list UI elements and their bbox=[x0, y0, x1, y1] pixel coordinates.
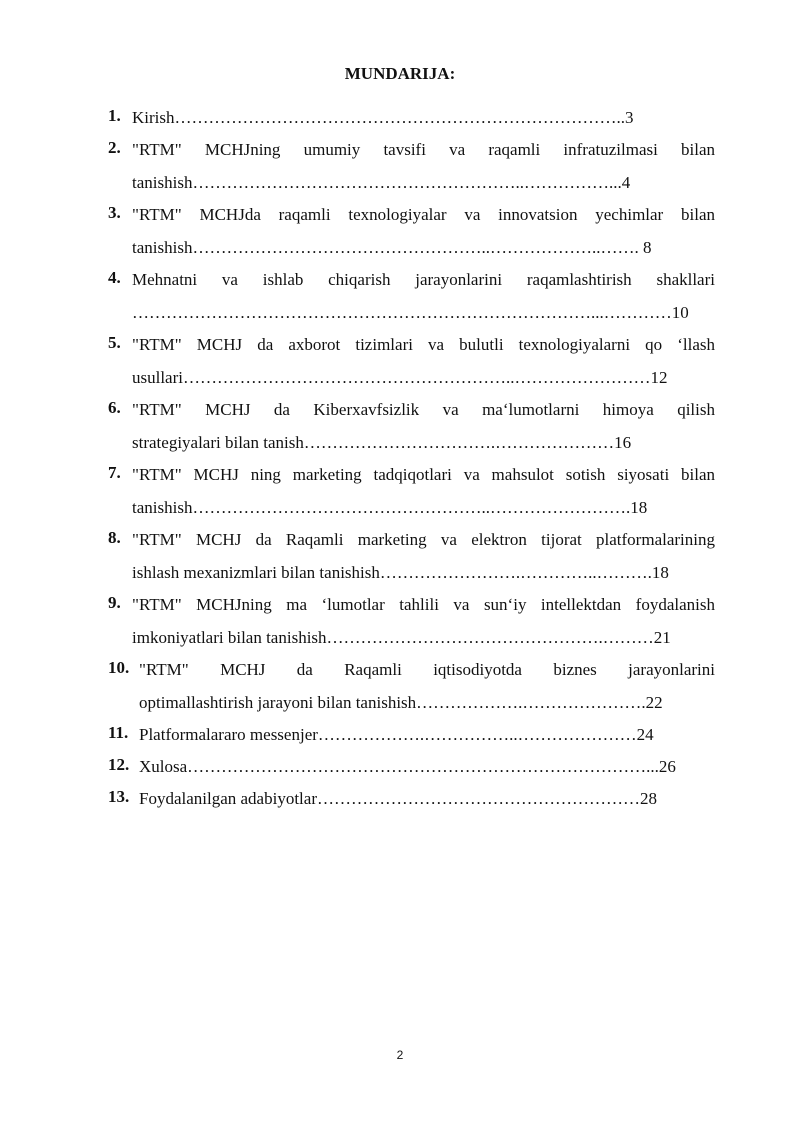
toc-entry-text: imkoniyatlari bilan tanishish………………………………………….………21 bbox=[132, 628, 671, 647]
toc-entry-text: usullari…………………………………………………..……………………12 bbox=[132, 368, 668, 387]
toc-entry-number: 4. bbox=[108, 268, 121, 287]
toc-entry-text: "RTM" MCHJ da Raqamli marketing va elektron tijorat platformalarining bbox=[132, 530, 715, 549]
toc-entry-1 bbox=[108, 106, 715, 138]
toc-entry-2 bbox=[108, 138, 715, 203]
toc-entry-text: Kirish……………………………………………………………………..3 bbox=[132, 108, 634, 127]
toc-entry-number: 3. bbox=[108, 203, 121, 222]
toc-entry-text: Xulosa………………………………………………………………………...26 bbox=[139, 757, 676, 776]
toc-entry-text: Mehnatni va ishlab chiqarish jarayonlarini raqamlashtirish shakllari bbox=[132, 270, 715, 289]
toc-entry-text: "RTM" MCHJ ning marketing tadqiqotlari va mahsulot sotish siyosati bilan bbox=[132, 465, 715, 484]
toc-entry-number: 7. bbox=[108, 463, 121, 482]
toc-entry-7 bbox=[108, 463, 715, 528]
toc-entry-text: ishlash mexanizmlari bilan tanishish…………………….…………..……….18 bbox=[132, 563, 669, 582]
toc-entry-text: "RTM" MCHJda raqamli texnologiyalar va innovatsion yechimlar bilan bbox=[132, 205, 715, 224]
toc-entry-text: "RTM" MCHJ da axborot tizimlari va bulutli texnologiyalarni qo ‘llash bbox=[132, 335, 715, 354]
toc-entry-text: "RTM" MCHJning umumiy tavsifi va raqamli infratuzilmasi bilan bbox=[132, 140, 715, 159]
toc-entry-text: optimallashtirish jarayoni bilan tanishish……………….………………….22 bbox=[139, 693, 663, 712]
toc-entry-number: 10. bbox=[108, 658, 130, 677]
toc-entry-12 bbox=[108, 755, 715, 787]
toc-entry-text: "RTM" MCHJ da Raqamli iqtisodiyotda biznes jarayonlarini bbox=[139, 660, 715, 679]
toc-entry-text: strategiyalari bilan tanish…………………………….…………………16 bbox=[132, 433, 632, 452]
toc-entry-3 bbox=[108, 203, 715, 268]
toc-entry-6 bbox=[108, 398, 715, 463]
toc-entry-11 bbox=[108, 723, 715, 755]
toc-entry-number: 1. bbox=[108, 106, 121, 125]
page-number: 2 bbox=[396, 1048, 404, 1062]
toc-entry-number: 6. bbox=[108, 398, 121, 417]
toc-entry-text: "RTM" MCHJning ma ‘lumotlar tahlili va sun‘iy intellektdan foydalanish bbox=[132, 595, 715, 614]
toc-entry-text: tanishish…………………………………………………..……………...4 bbox=[132, 173, 631, 192]
toc-entry-4 bbox=[108, 268, 715, 333]
toc-entry-text: tanishish……………………………………………..…………………….18 bbox=[132, 498, 648, 517]
toc-entry-13 bbox=[108, 787, 715, 819]
toc-entry-number: 13. bbox=[108, 787, 130, 806]
page-title: MUNDARIJA: bbox=[344, 64, 456, 83]
table-of-contents bbox=[108, 106, 715, 819]
toc-entry-number: 2. bbox=[108, 138, 121, 157]
toc-entry-number: 9. bbox=[108, 593, 121, 612]
toc-entry-text: "RTM" MCHJ da Kiberxavfsizlik va ma‘lumotlarni himoya qilish bbox=[132, 400, 715, 419]
toc-entry-text: Platformalararo messenjer……………….……………..…………………24 bbox=[139, 725, 654, 744]
toc-entry-text: tanishish……………………………………………..………………..……. 8 bbox=[132, 238, 652, 257]
toc-entry-text: Foydalanilgan adabiyotlar…………………………………………………28 bbox=[139, 789, 657, 808]
toc-entry-number: 11. bbox=[108, 723, 129, 742]
toc-entry-number: 8. bbox=[108, 528, 121, 547]
toc-entry-10 bbox=[108, 658, 715, 723]
toc-entry-number: 5. bbox=[108, 333, 121, 352]
toc-entry-number: 12. bbox=[108, 755, 130, 774]
toc-entry-9 bbox=[108, 593, 715, 658]
toc-entry-text: ………………………………………………………………………...…………10 bbox=[132, 303, 689, 322]
toc-entry-5 bbox=[108, 333, 715, 398]
toc-entry-8 bbox=[108, 528, 715, 593]
